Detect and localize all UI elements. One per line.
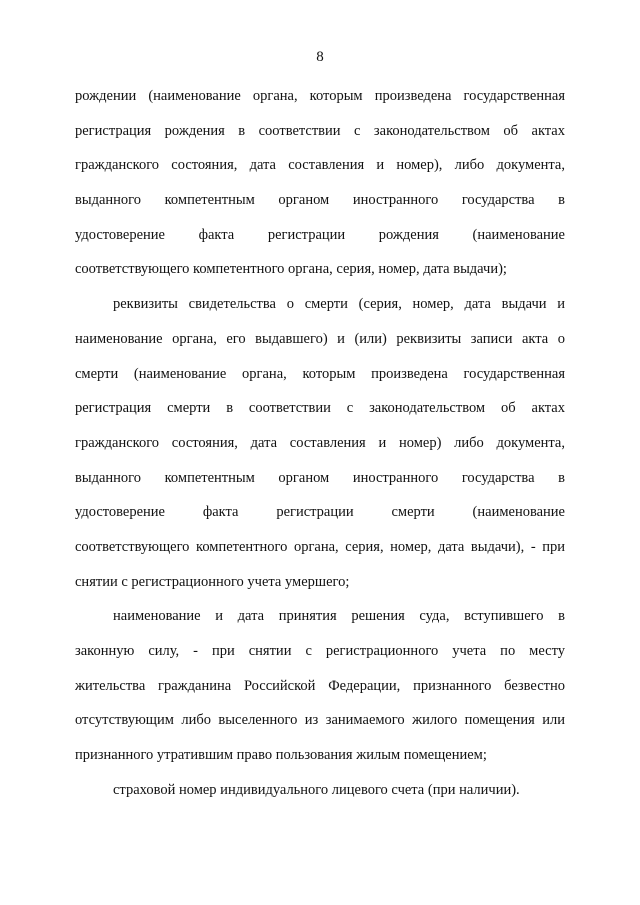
body-text: [75, 87, 565, 815]
text-line: рождении (наименование органа, которым произведена государственная: [75, 88, 565, 104]
text-line: законную силу, - при снятии с регистрационного учета по месту: [75, 643, 565, 659]
text-line: снятии с регистрационного учета умершего;: [75, 573, 350, 590]
text-line: смерти (наименование органа, которым произведена государственная: [75, 365, 565, 382]
text-line: гражданского состояния, дата составления и номер), либо документа,: [75, 157, 565, 174]
paragraph-first-line: страховой номер индивидуального лицевого счета (при наличии).: [113, 781, 520, 798]
text-line: удостоверение факта регистрации рождения (наименование: [75, 226, 565, 243]
text-line: регистрация смерти в соответствии с законодательством об актах: [75, 400, 565, 417]
text-line: гражданского состояния, дата составления и номер) либо документа,: [75, 434, 565, 451]
text-line: удостоверение факта регистрации смерти (наименование: [75, 504, 565, 521]
page-number: 8: [316, 49, 324, 65]
text-line: выданного компетентным органом иностранного государства в: [75, 469, 565, 486]
text-line: выданного компетентным органом иностранного государства в: [75, 192, 565, 209]
text-line: признанного утратившим право пользования жилым помещением;: [75, 747, 487, 764]
paragraph-first-line: реквизиты свидетельства о смерти (серия, номер, дата выдачи и: [113, 296, 565, 313]
text-line: соответствующего компетентного органа, серия, номер, дата выдачи);: [75, 261, 507, 278]
text-line: жительства гражданина Российской Федерации, признанного безвестно: [75, 677, 565, 694]
text-line: наименование органа, его выдавшего) и (или) реквизиты записи акта о: [75, 330, 565, 347]
paragraph-first-line: наименование и дата принятия решения суда, вступившего в: [113, 608, 565, 625]
text-line: соответствующего компетентного органа, серия, номер, дата выдачи), - при: [75, 538, 565, 555]
text-line: регистрация рождения в соответствии с законодательством об актах: [75, 122, 565, 139]
text-line: отсутствующим либо выселенного из занимаемого жилого помещения или: [75, 712, 565, 729]
